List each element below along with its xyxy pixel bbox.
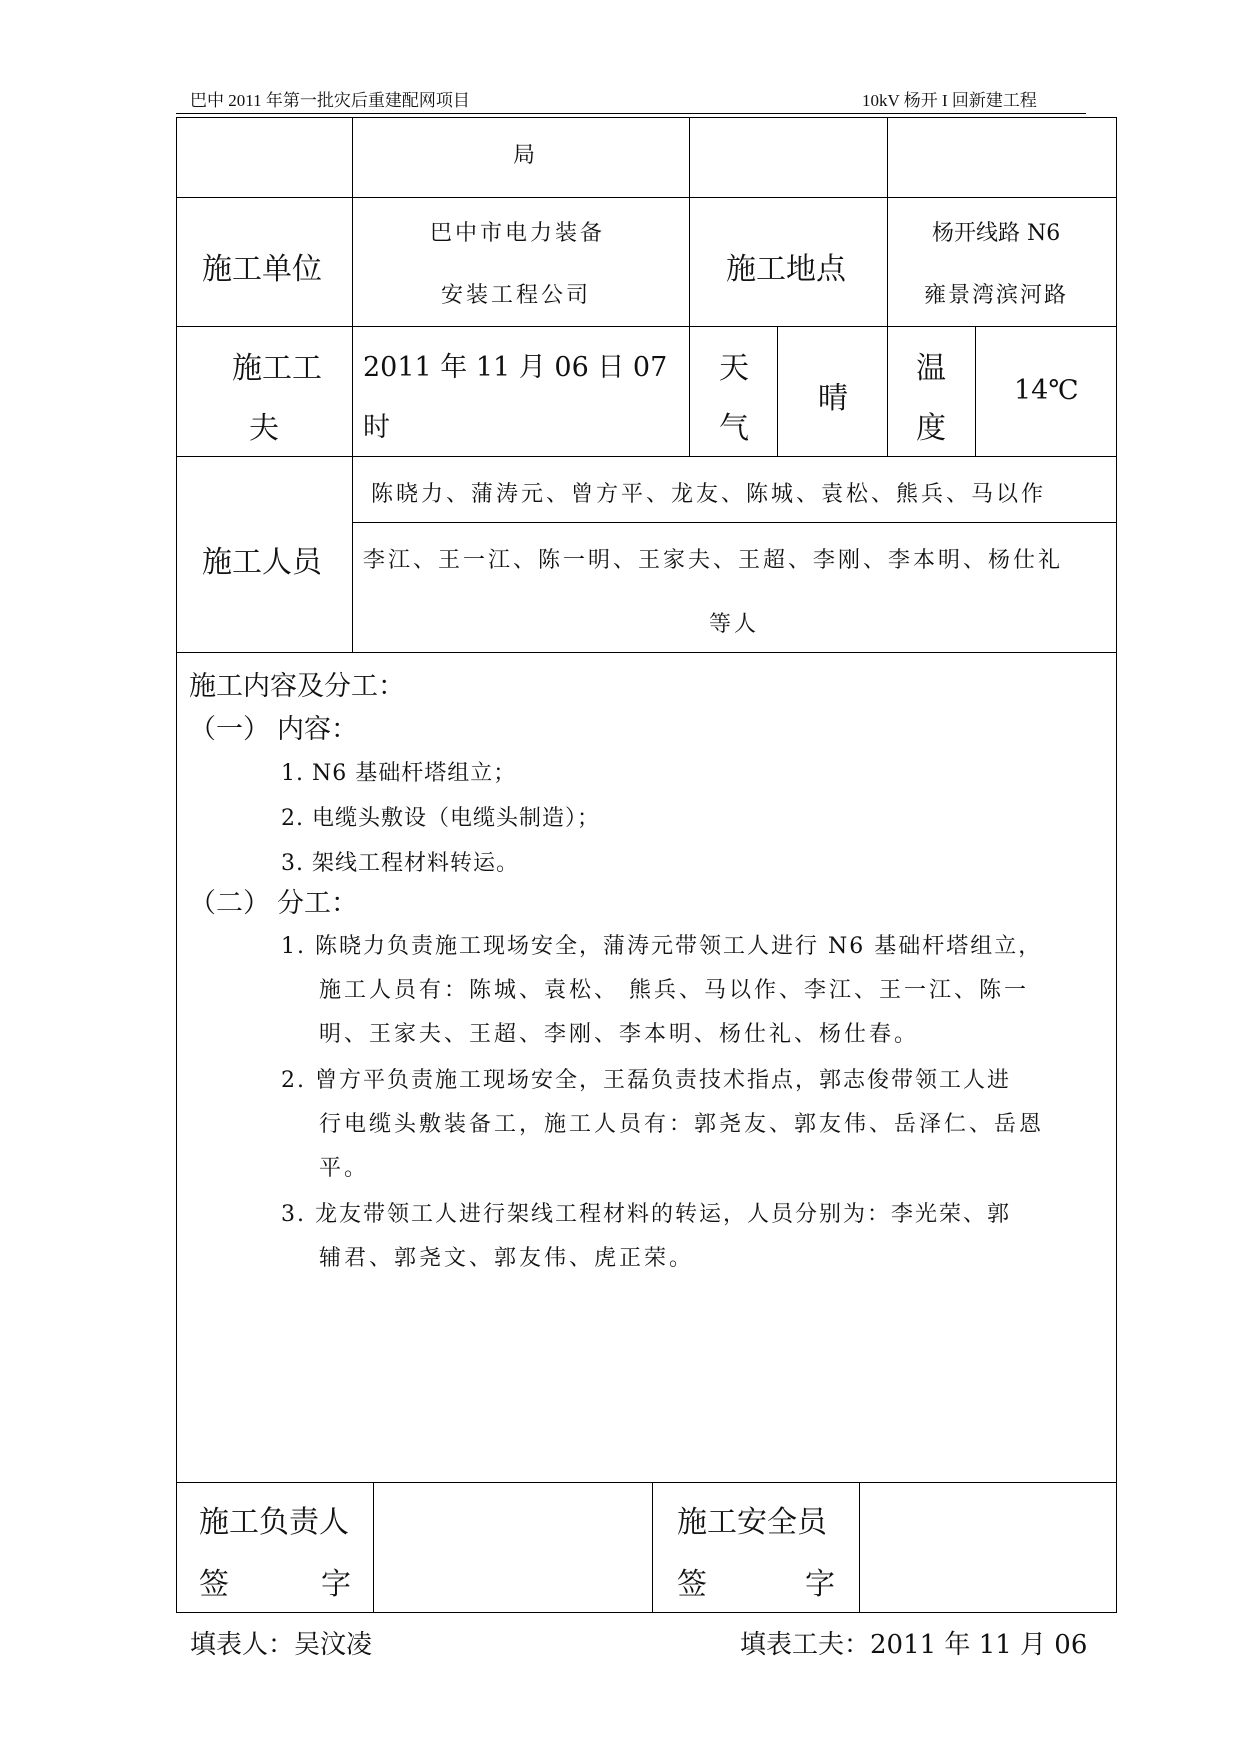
safety-sign-char2: 字 [805,1567,835,1602]
safety-sign-char1: 签 [677,1567,707,1602]
section1-number: （一） [189,714,270,745]
time-label-line1: 施工工 [232,351,322,386]
staff-line1-cell [352,456,1117,523]
temp-value-cell [975,326,1117,457]
staff-label: 施工人员 [202,545,322,580]
duty-line-8: 辅君、郭尧文、郭友伟、虎正荣。 [319,1246,695,1271]
temp-label-cell [887,326,976,457]
weather-value: 晴 [818,381,848,416]
leader-label-cell [176,1482,374,1613]
temp-label-line1: 温 [916,351,946,386]
time-value-line1: 2011 年 11 月 06 日 07 [363,352,668,383]
leader-sign-char2: 字 [321,1567,351,1602]
site-label-cell [689,197,888,327]
row0-label-cell [176,117,353,198]
unit-label-cell [176,197,353,327]
duty-line-6: 平。 [319,1156,370,1181]
unit-value-line1: 巴中市电力装备 [430,221,606,246]
header-engineering: 10kV 杨开 I 回新建工程 [862,91,1037,110]
duty-line-4: 2. 曾方平负责施工现场安全，王磊负责技术指点，郭志俊带领工人进 [281,1068,1011,1093]
section2-number: （二） [189,888,270,919]
site-value-line2: 雍景湾滨河路 [924,283,1069,308]
row0-c4-cell [887,117,1117,198]
site-value-line1: 杨开线路 N6 [932,221,1061,246]
duty-line-7: 3. 龙友带领工人进行架线工程材料的转运，人员分别为：李光荣、郭 [281,1202,1011,1227]
header-rule [176,113,1086,114]
staff-line1: 陈晓力、蒲涛元、曾方平、龙友、陈城、袁松、熊兵、马以作 [371,482,1047,507]
time-label-line2: 夫 [249,411,279,446]
unit-value-cell [352,197,690,327]
duty-line-1: 1. 陈晓力负责施工现场安全，蒲涛元带领工人进行 N6 基础杆塔组立， [281,934,1043,959]
footer-filler: 填表人：吴汶凌 [190,1630,373,1660]
duty-line-5: 行电缆头敷装备工，施工人员有：郭尧友、郭友伟、岳泽仁、岳恩 [319,1112,1045,1137]
section1-title: 内容： [277,714,358,745]
temp-value: 14℃ [1014,375,1079,406]
row0-value: 局 [513,143,536,168]
safety-label: 施工安全员 [677,1505,827,1540]
staff-line2: 李江、王一江、陈一明、王家夫、王超、李刚、李本明、杨仕礼 [363,548,1064,573]
content-title: 施工内容及分工： [189,671,405,702]
row0-value-cell [352,117,690,198]
weather-value-cell [777,326,888,457]
header-project: 巴中 2011 年第一批灾后重建配网项目 [190,91,470,110]
time-value-cell [352,326,690,457]
site-label: 施工地点 [726,252,846,287]
site-value-cell [887,197,1117,327]
content-cell [176,652,1117,1483]
safety-label-cell [652,1482,860,1613]
leader-label: 施工负责人 [199,1505,349,1540]
leader-sign-char1: 签 [199,1567,229,1602]
staff-line2-cell [352,522,1117,653]
content-item-3: 3. 架线工程材料转运。 [281,851,519,876]
section2-title: 分工： [277,888,358,919]
staff-line3: 等人 [709,612,760,637]
row0-c3-cell [689,117,888,198]
unit-label: 施工单位 [202,252,322,287]
content-item-2: 2. 电缆头敷设（电缆头制造）； [281,806,600,831]
duty-line-3: 明、王家夫、王超、李刚、李本明、杨仕礼、杨仕春。 [319,1022,920,1047]
leader-signature-field[interactable] [373,1482,653,1613]
weather-label-line2: 气 [719,411,749,446]
weather-label-line1: 天 [719,351,749,386]
time-label-cell [176,326,353,457]
content-item-1: 1. N6 基础杆塔组立； [281,761,517,786]
time-value-line2: 时 [363,412,390,443]
duty-line-2: 施工人员有：陈城、袁松、 熊兵、马以作、李江、王一江、陈一 [319,978,1029,1003]
weather-label-cell [689,326,778,457]
staff-label-cell [176,456,353,653]
temp-label-line2: 度 [916,411,946,446]
footer-date: 填表工夫：2011 年 11 月 06 [740,1630,1088,1660]
safety-signature-field[interactable] [859,1482,1117,1613]
unit-value-line2: 安装工程公司 [441,283,592,308]
